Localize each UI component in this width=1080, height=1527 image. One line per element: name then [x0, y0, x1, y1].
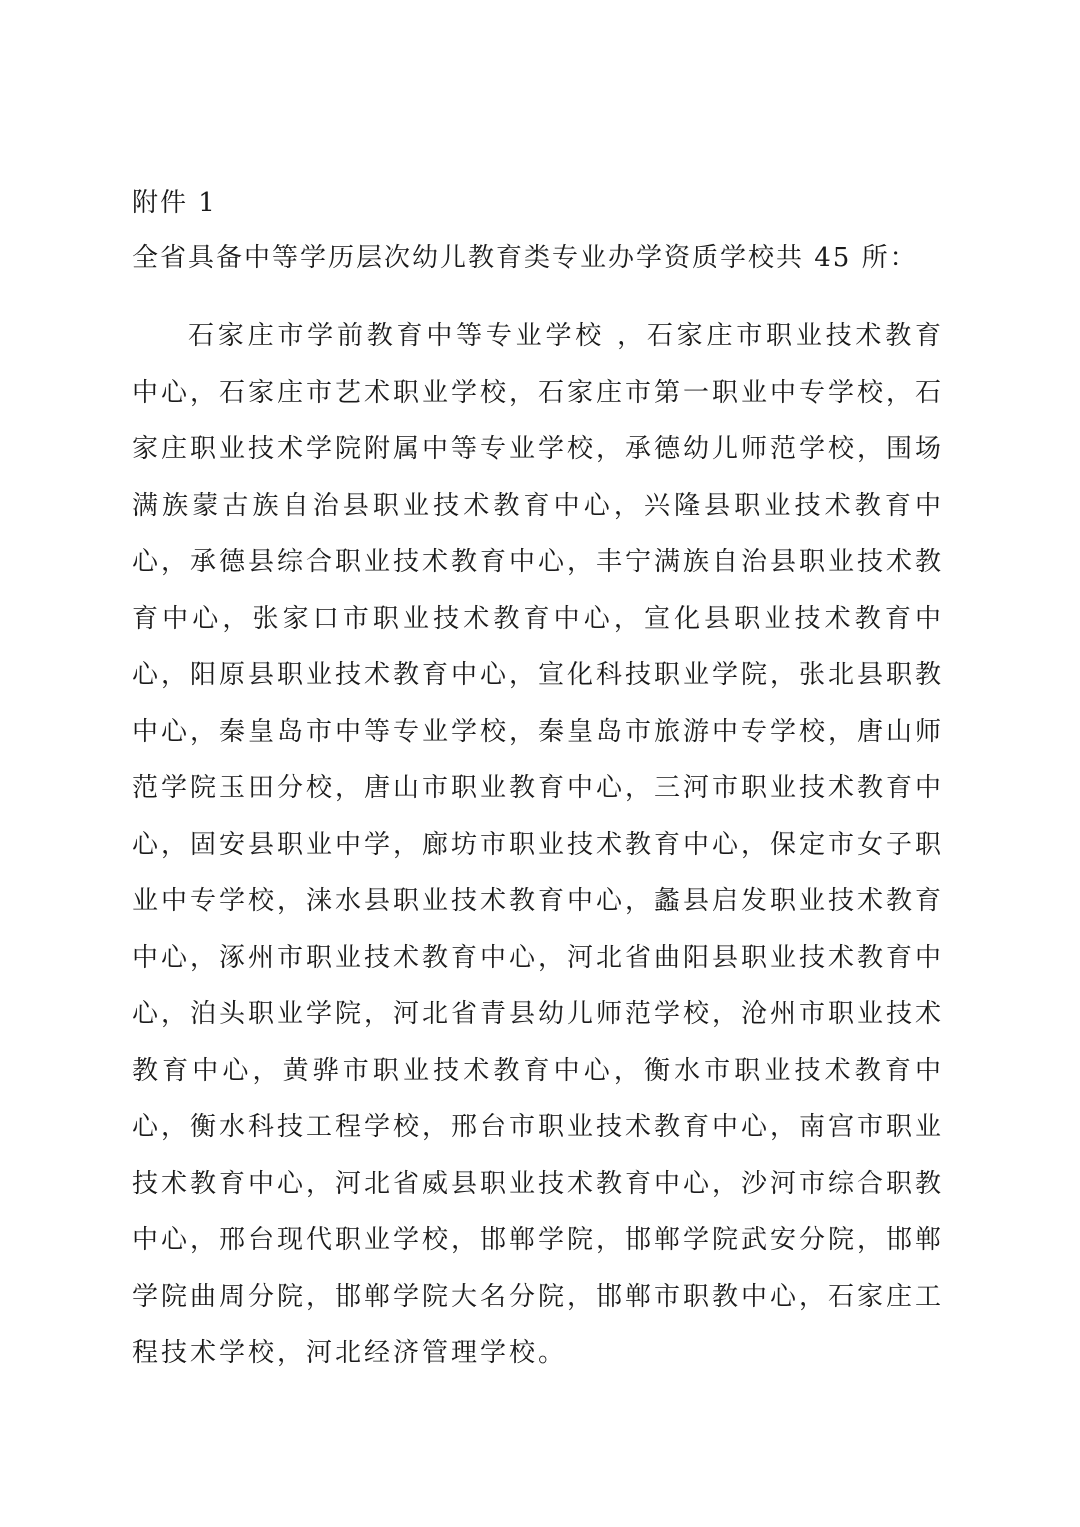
attachment-label: 附件 1 — [132, 188, 217, 218]
intro-line: 全省具备中等学历层次幼儿教育类专业办学资质学校共 45 所： — [132, 243, 918, 273]
school-list-paragraph: 石家庄市学前教育中等专业学校 ，石家庄市职业技术教育中心，石家庄市艺术职业学校，石家庄市第一职业中专学校，石家庄职业技术学院附属中等专业学校，承德幼儿师范学校，围场满族蒙古族自治县职业技术教育中心，兴隆县职业技术教育中心，承德县综合职业技术教育中心，丰宁满族自治县职业技术教育中心，张家口市职业技术教育中心，宣化县职业技术教育中心，阳原县职业技术教育中心，宣化科技职业学院，张北县职教中心，秦皇岛市中等专业学校，秦皇岛市旅游中专学校，唐山师范学院玉田分校，唐山市职业教育中心，三河市职业技术教育中心，固安县职业中学，廊坊市职业技术教育中心，保定市女子职业中专学校，涞水县职业技术教育中心，蠡县启发职业技术教育中心，涿州市职业技术教育中心，河北省曲阳县职业技术教育中心，泊头职业学院，河北省青县幼儿师范学校，沧州市职业技术教育中心，黄骅市职业技术教育中心，衡水市职业技术教育中心，衡水科技工程学校，邢台市职业技术教育中心，南宫市职业技术教育中心，河北省威县职业技术教育中心，沙河市综合职教中心，邢台现代职业学校，邯郸学院，邯郸学院武安分院，邯郸学院曲周分院，邯郸学院大名分院，邯郸市职教中心，石家庄工程技术学校，河北经济管理学校。 — [132, 321, 945, 1368]
